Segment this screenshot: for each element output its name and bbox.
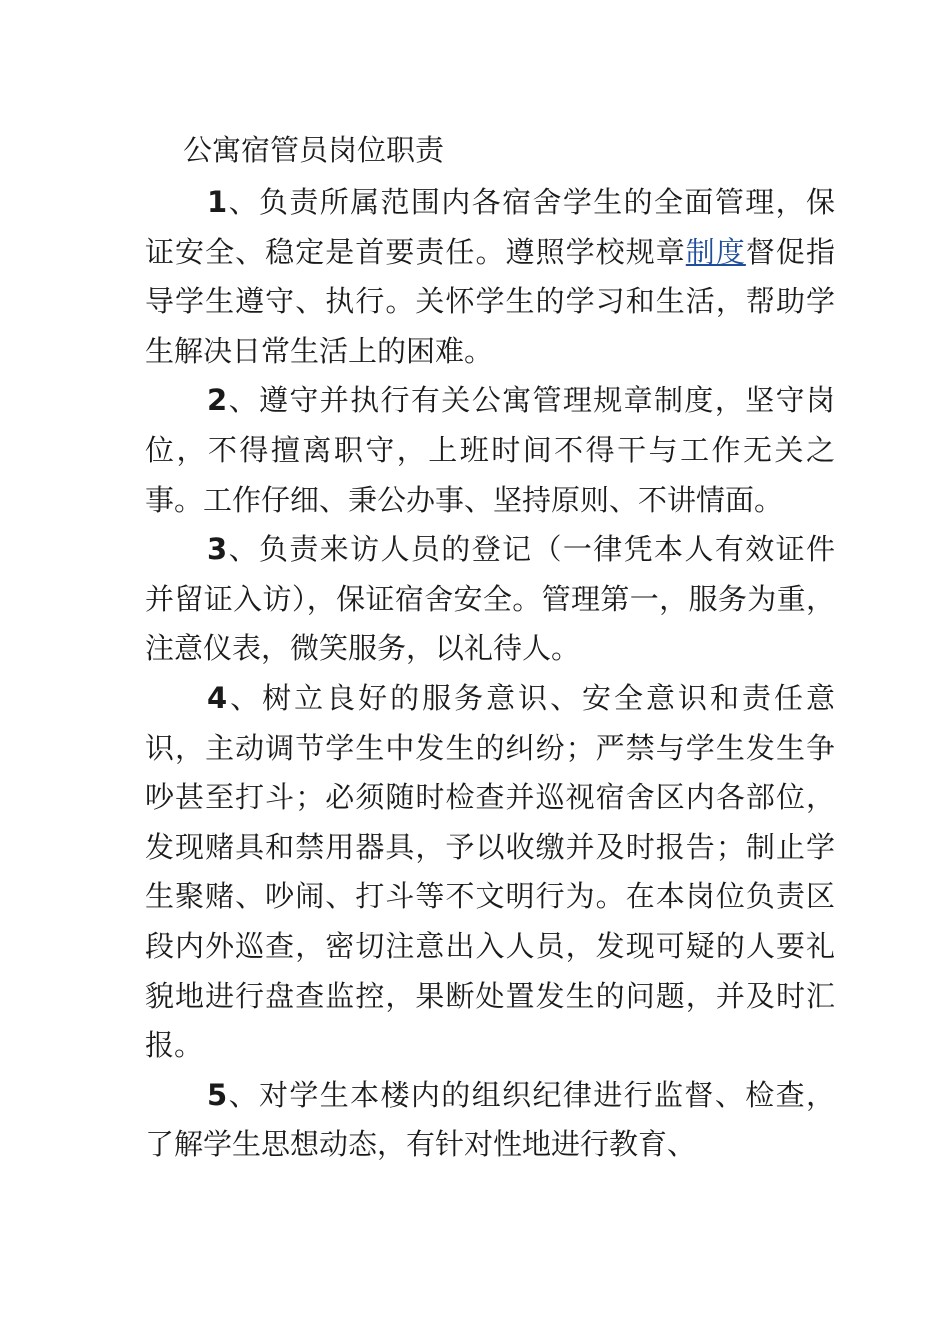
- paragraph-5: [145, 1071, 835, 1170]
- paragraph-text: 、遵守并执行有关公寓管理规章制度，坚守岗位，不得擅离职守，上班时间不得干与工作无关之事。工作仔细、秉公办事、坚持原则、不讲情面。: [145, 383, 835, 517]
- paragraph-3: [145, 525, 835, 674]
- paragraph-text: 、负责来访人员的登记（一律凭本人有效证件并留证入访），保证宿舍安全。管理第一，服务为重，注意仪表，微笑服务，以礼待人。: [145, 532, 835, 666]
- document-body: [145, 178, 835, 1170]
- paragraph-number: 4: [207, 680, 228, 715]
- paragraph-number: 3: [207, 532, 228, 567]
- paragraph-text: 、树立良好的服务意识、安全意识和责任意识，主动调节学生中发生的纠纷；严禁与学生发生争吵甚至打斗；必须随时检查并巡视宿舍区内各部位，发现赌具和禁用器具，予以收缴并及时报告；制止学生聚赌、吵闹、打斗等不文明行为。在本岗位负责区段内外巡查，密切注意出入人员，发现可疑的人要礼貌地进行盘查监控，果断处置发生的问题，并及时汇报。: [145, 680, 835, 1063]
- paragraph-text: 、对学生本楼内的组织纪律进行监督、检查，了解学生思想动态，有针对性地进行教育、: [145, 1077, 835, 1162]
- paragraph-2: [145, 376, 835, 525]
- paragraph-number: 1: [207, 185, 228, 219]
- paragraph-4: [145, 674, 835, 1071]
- paragraph-number: 5: [207, 1077, 228, 1112]
- paragraph-1: [145, 178, 835, 376]
- document-title: 公寓宿管员岗位职责: [183, 133, 445, 167]
- paragraph-number: 2: [207, 383, 228, 418]
- paragraph-text: 督促指导学生遵守、执行。关怀学生的学习和生活，帮助学生解决日常生活上的困难。: [145, 234, 835, 368]
- paragraph-text: 、负责所属范围内各宿舍学生的全面管理，保证安全、稳定是首要责任。遵照学校规章: [145, 185, 835, 269]
- regulation-link[interactable]: 制度: [685, 234, 746, 269]
